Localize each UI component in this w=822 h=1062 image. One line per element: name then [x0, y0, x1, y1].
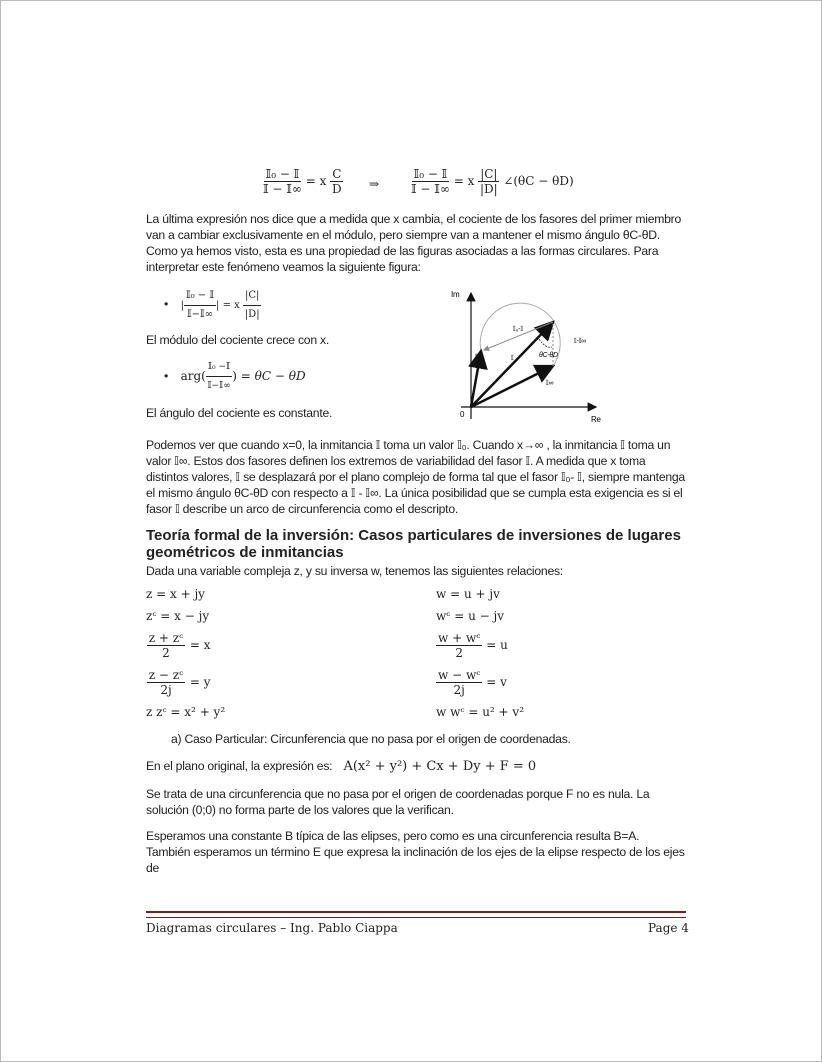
- figure-section: [146, 287, 686, 431]
- footer-rule: [146, 911, 686, 918]
- re-label: Re: [591, 415, 601, 424]
- figure-container: [446, 287, 616, 427]
- paragraph-1: La última expresión nos dice que a medida que x cambia, el cociente de los fasores del primer miembro van a cambiar exclusivamente en el módulo, pero siempre van a mantener el mismo ángulo θC-θD. Como ya hemos visto, esta es una propiedad de las figuras asociadas a las formas circulares. Para interpretar este fenómeno veamos la siguiente figura:: [146, 212, 681, 274]
- im-label: Im: [451, 290, 460, 299]
- i-phasor: [471, 322, 553, 407]
- origin-label: 0: [460, 410, 465, 419]
- relation-w-real-part: $\frac{\text{w + wᶜ}}{2}$ = u: [438, 631, 508, 660]
- section-heading: Teoría formal de la inversión: Casos particulares de inversiones de lugares geométricos de inmitancias: [146, 527, 681, 561]
- angle-arc: [539, 339, 552, 347]
- iinf-phasor: [471, 366, 553, 407]
- angulo-text: El ángulo del cociente es constante.: [146, 406, 333, 420]
- relations-grid: [146, 587, 686, 719]
- relation-z: z = x + jy: [146, 587, 205, 601]
- i0-label: 𝕀₀: [475, 354, 481, 361]
- case-a-item: a) Caso Particular: Circunferencia que no pasa por el origen de coordenadas.: [171, 732, 571, 746]
- relation-w: w = u + jv: [436, 587, 500, 601]
- plane-label: En el plano original, la expresión es:: [146, 759, 333, 773]
- relation-wwc: w wᶜ = u² + v²: [436, 705, 525, 719]
- relation-wc: wᶜ = u − jv: [436, 609, 505, 623]
- relation-real-part: $\frac{\text{z + zᶜ}}{2}$ = x: [148, 631, 211, 660]
- bullet-1: • | $\frac{\text{𝕀₀ − 𝕀}}{\text{𝕀−𝕀∞}}$ | = x $\frac{|C|}{|D|}$: [164, 287, 686, 324]
- relation-imag-part: $\frac{\text{z − zᶜ}}{2j}$ = y: [148, 668, 211, 697]
- page-number: Page 4: [648, 921, 689, 935]
- paragraph-4: Esperamos una constante B típica de las elipses, pero como es una circunferencia resulta B=A. También esperamos un término E que expresa la inclinación de los ejes de la elipse respecto de los ejes de: [146, 829, 685, 875]
- footer-title: Diagramas circulares – Ing. Pablo Ciappa: [146, 921, 398, 935]
- i-minus-iinf-label: 𝕀-𝕀∞: [574, 338, 586, 345]
- paragraph-2: Podemos ver que cuando x=0, la inmitancia 𝕀 toma un valor 𝕀₀. Cuando x→∞ , la inmitancia 𝕀 toma un valor 𝕀∞. Estos dos fasores definen los extremos de variabilidad del fasor 𝕀. A medida que x toma distintos valores, 𝕀 se desplazará por el plano complejo de forma tal que el fasor 𝕀₀- 𝕀, siempre mantenga el mismo ángulo θC-θD con respecto a 𝕀 - 𝕀∞. La única posibilidad que se cumpla esta exigencia es si el fasor 𝕀 describe un arco de circunferencia como el descripto.: [146, 438, 685, 516]
- relation-w-imag-part: $\frac{\text{w − wᶜ}}{2j}$ = v: [438, 668, 507, 697]
- plane-line: [146, 757, 686, 776]
- i-label: 𝕀: [511, 355, 514, 362]
- plane-equation: A(x² + y²) + Cx + Dy + F = 0: [343, 759, 537, 774]
- relation-zzc: z zᶜ = x² + y²: [146, 705, 226, 719]
- angle-label: θC-θD: [539, 352, 558, 359]
- implies-symbol: ⇒: [369, 177, 380, 191]
- equation-top-right: $\frac{\text{𝕀₀ − 𝕀}}{\text{𝕀 − 𝕀∞}}$ = x $\frac{|C|}{|D|}$ ∠(θC − θD): [411, 167, 574, 196]
- iinf-label: 𝕀∞: [546, 380, 554, 387]
- phasor-diagram: [446, 287, 616, 427]
- relation-zc: zᶜ = x − jy: [146, 609, 210, 623]
- paragraph-3: Se trata de una circunferencia que no pasa por el origen de coordenadas porque F no es nula. La solución (0;0) no forma parte de los valores que la verifican.: [146, 787, 650, 817]
- intro-text: Dada una variable compleja z, y su inversa w, tenemos las siguientes relaciones:: [146, 564, 563, 578]
- modulo-text: El módulo del cociente crece con x.: [146, 333, 329, 347]
- equation-row: [146, 167, 686, 205]
- equation-top-left: $\frac{\text{𝕀₀ − 𝕀}}{\text{𝕀 − 𝕀∞}}$ = x $\frac{C}{D}$: [263, 167, 342, 196]
- bullet-2: • arg( $\frac{\text{𝕀₀ −𝕀}}{\text{𝕀−𝕀∞}}$ ) = θC − θD: [164, 358, 686, 395]
- i0-minus-i-label: 𝕀₀-𝕀: [513, 326, 523, 333]
- page-content: [146, 167, 686, 876]
